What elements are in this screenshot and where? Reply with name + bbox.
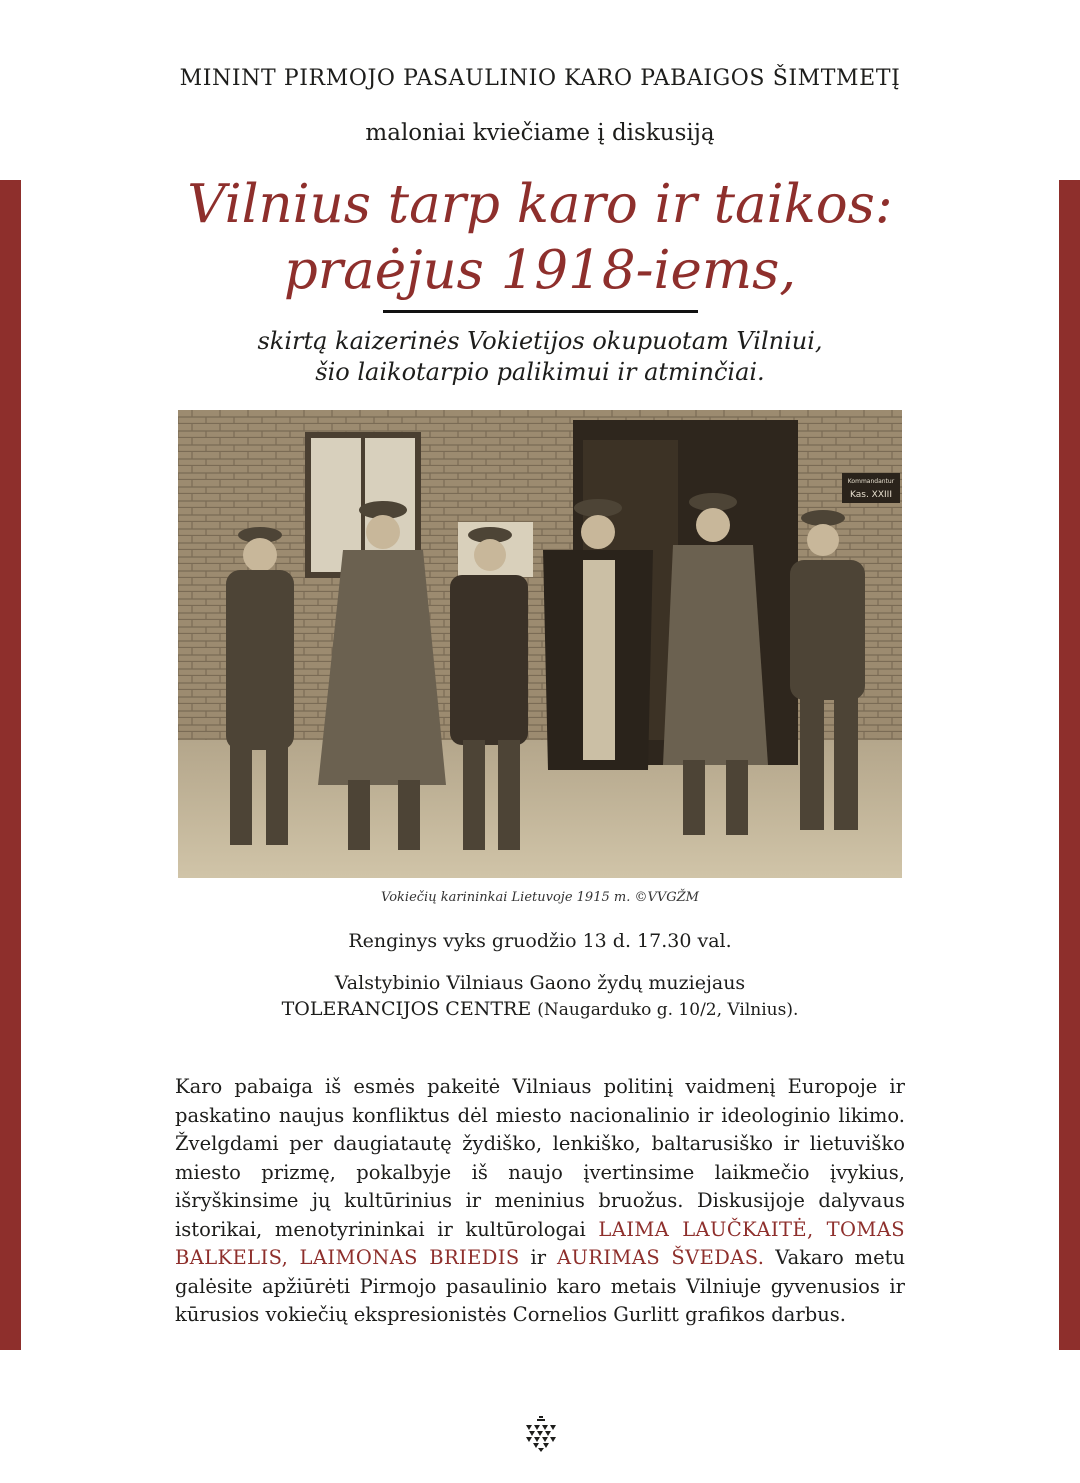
speaker-names-1: LAIMA LAUČKAITĖ, TOMAS BALKELIS, LAIMONAS BRIEDIS — [175, 1217, 905, 1269]
historical-photo — [178, 410, 902, 878]
event-subtitle — [0, 326, 1080, 388]
venue-name: TOLERANCIJOS CENTRE — [281, 998, 532, 1020]
event-title — [0, 172, 1080, 304]
description-paragraph — [175, 1073, 905, 1330]
subtitle-line-1: skirtą kaizerinės Vokietijos okupuotam Vilniui, — [257, 327, 823, 355]
title-line-1: Vilnius tarp karo ir taikos: — [187, 174, 893, 235]
sign-text-bottom: Kas. XXIII — [850, 490, 892, 500]
museum-logo-icon — [524, 1416, 558, 1452]
event-time: Renginys vyks gruodžio 13 d. 17.30 val. — [348, 930, 732, 952]
description-part-2: Vakaro metu galėsite apžiūrėti Pirmojo pasaulinio karo metais Vilniuje gyvenusios ir kūrusios vokiečių ekspresionistės Cornelios Gurlitt grafikos darbus. — [175, 1246, 905, 1326]
speaker-names-2: AURIMAS ŠVEDAS. — [556, 1246, 765, 1269]
invitation-line: maloniai kviečiame į diskusiją — [365, 120, 715, 146]
conjunction: ir — [530, 1246, 547, 1269]
kicker-heading: MININT PIRMOJO PASAULINIO KARO PABAIGOS ŠIMTMETĮ — [179, 66, 901, 91]
subtitle-line-2: šio laikotarpio palikimui ir atminčiai. — [315, 358, 765, 386]
venue-address: (Naugarduko g. 10/2, Vilnius). — [537, 1000, 799, 1020]
photo-caption: Vokiečių karininkai Lietuvoje 1915 m. ©VVGŽM — [381, 890, 699, 905]
title-divider — [383, 310, 698, 313]
venue-line-1: Valstybinio Vilniaus Gaono žydų muziejaus — [334, 972, 746, 994]
venue-line-2 — [0, 996, 1080, 1023]
sign-text-top: Kommandantur — [847, 478, 895, 485]
title-line-2: praėjus 1918-iems, — [283, 240, 797, 301]
description-part-1: Karo pabaiga iš esmės pakeitė Vilniaus politinį vaidmenį Europoje ir paskatino naujus konfliktus dėl miesto nacionalinio ir ideologinio likimo. Žvelgdami per daugiatautę žydiško, lenkiško, baltarusiško ir lietuviško miesto prizmę, pokalbyje iš naujo įvertinsime laikmečio įvykius, išryškinsime jų kultūrinius ir meninius bruožus. Diskusijoje dalyvaus istorikai, menotyrininkai ir kultūrologai — [175, 1075, 905, 1241]
event-venue — [0, 970, 1080, 1023]
